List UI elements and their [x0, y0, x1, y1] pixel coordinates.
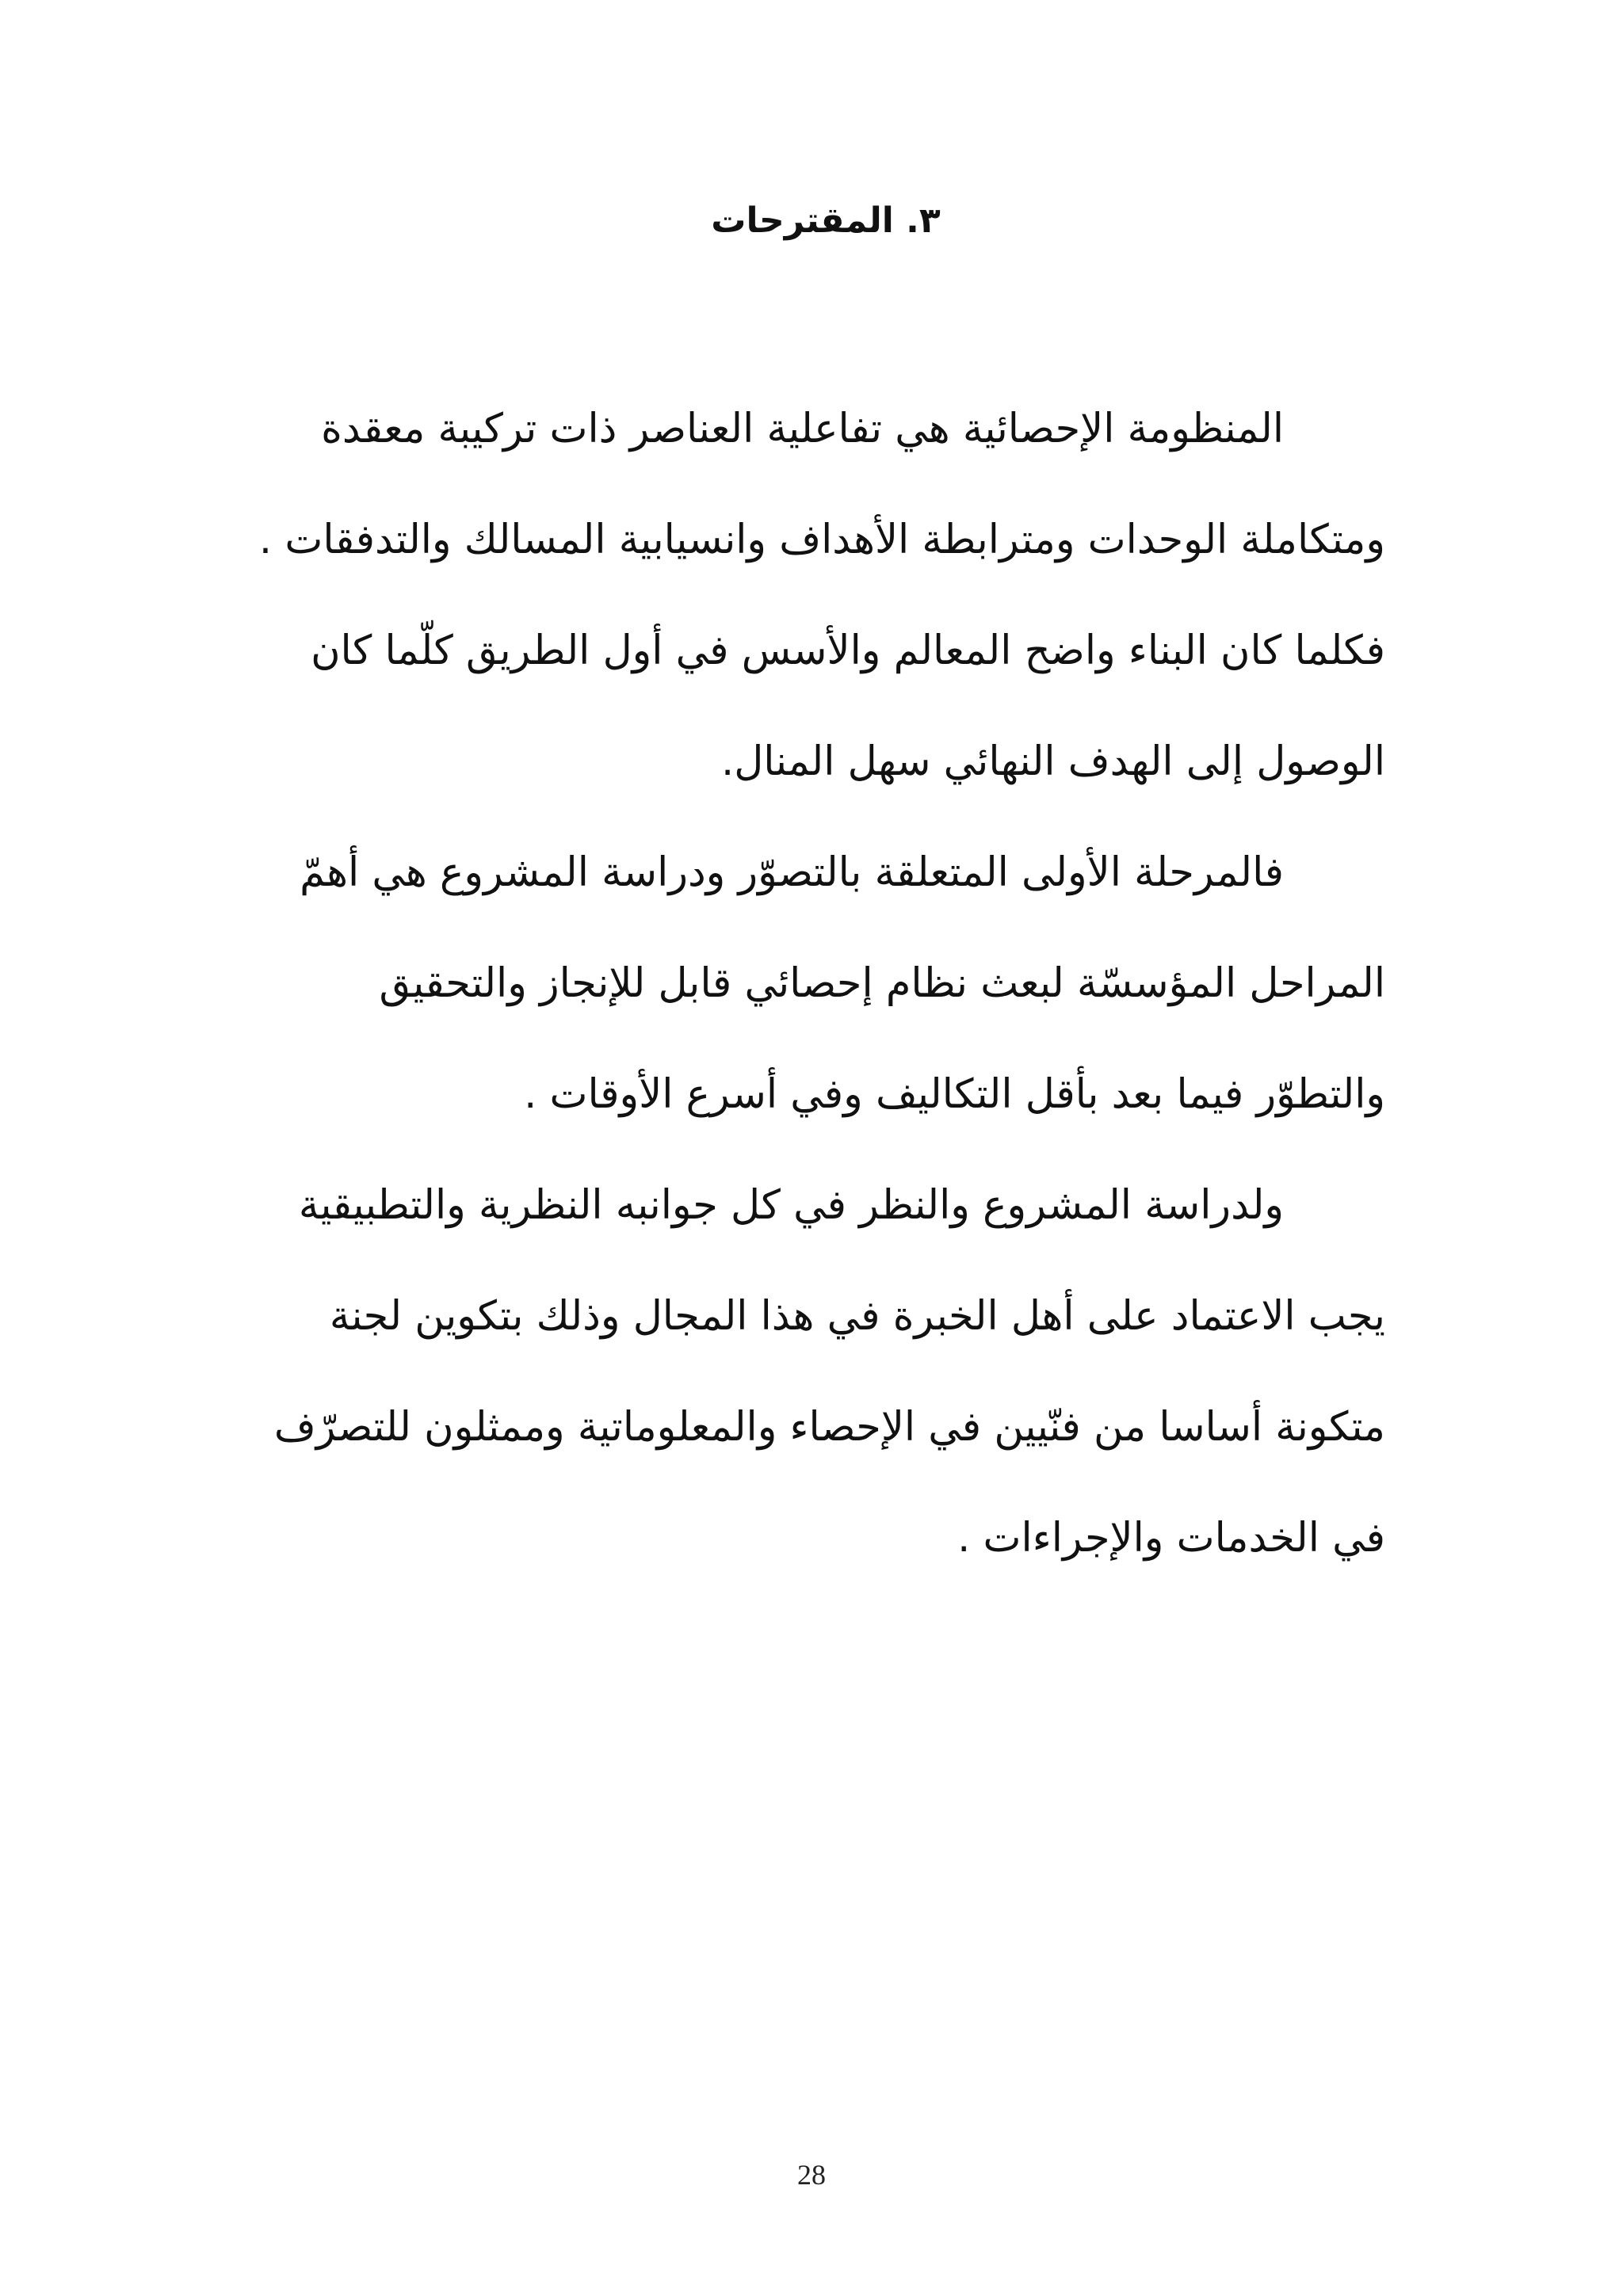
- section-heading: [0, 193, 1623, 249]
- paragraph-3-line-3: متكونة أساسا من فنّيين في الإحصاء والمعلوماتية وممثلون للتصرّف: [273, 1404, 1385, 1451]
- paragraph-2-line-3: والتطوّر فيما بعد بأقل التكاليف وفي أسرع الأوقات .: [524, 1071, 1385, 1118]
- paragraph-1-line-2: ومتكاملة الوحدات ومترابطة الأهداف وانسيابية المسالك والتدفقات .: [258, 517, 1385, 563]
- section-heading-text: ٣. المقترحات: [711, 200, 941, 241]
- paragraph-3-line-2: يجب الاعتماد على أهل الخبرة في هذا المجال وذلك بتكوين لجنة: [329, 1293, 1385, 1340]
- paragraph-3-line-4: في الخدمات والإجراءات .: [957, 1515, 1385, 1562]
- paragraph-3-line-1: ولدراسة المشروع والنظر في كل جوانبه النظرية والتطبيقية: [298, 1182, 1284, 1229]
- page-number: 28: [797, 2159, 826, 2191]
- paragraph-1-line-4: الوصول إلى الهدف النهائي سهل المنال.: [721, 738, 1385, 785]
- paragraph-2-line-1: فالمرحلة الأولى المتعلقة بالتصوّر ودراسة المشروع هي أهمّ: [300, 849, 1284, 896]
- paragraph-2-line-2: المراحل المؤسسّة لبعث نظام إحصائي قابل للإنجاز والتحقيق: [379, 960, 1385, 1007]
- paragraph-1-line-1: المنظومة الإحصائية هي تفاعلية العناصر ذات تركيبة معقدة: [321, 406, 1284, 452]
- paragraph-1-line-3: فكلما كان البناء واضح المعالم والأسس في أول الطريق كلّما كان: [311, 627, 1385, 674]
